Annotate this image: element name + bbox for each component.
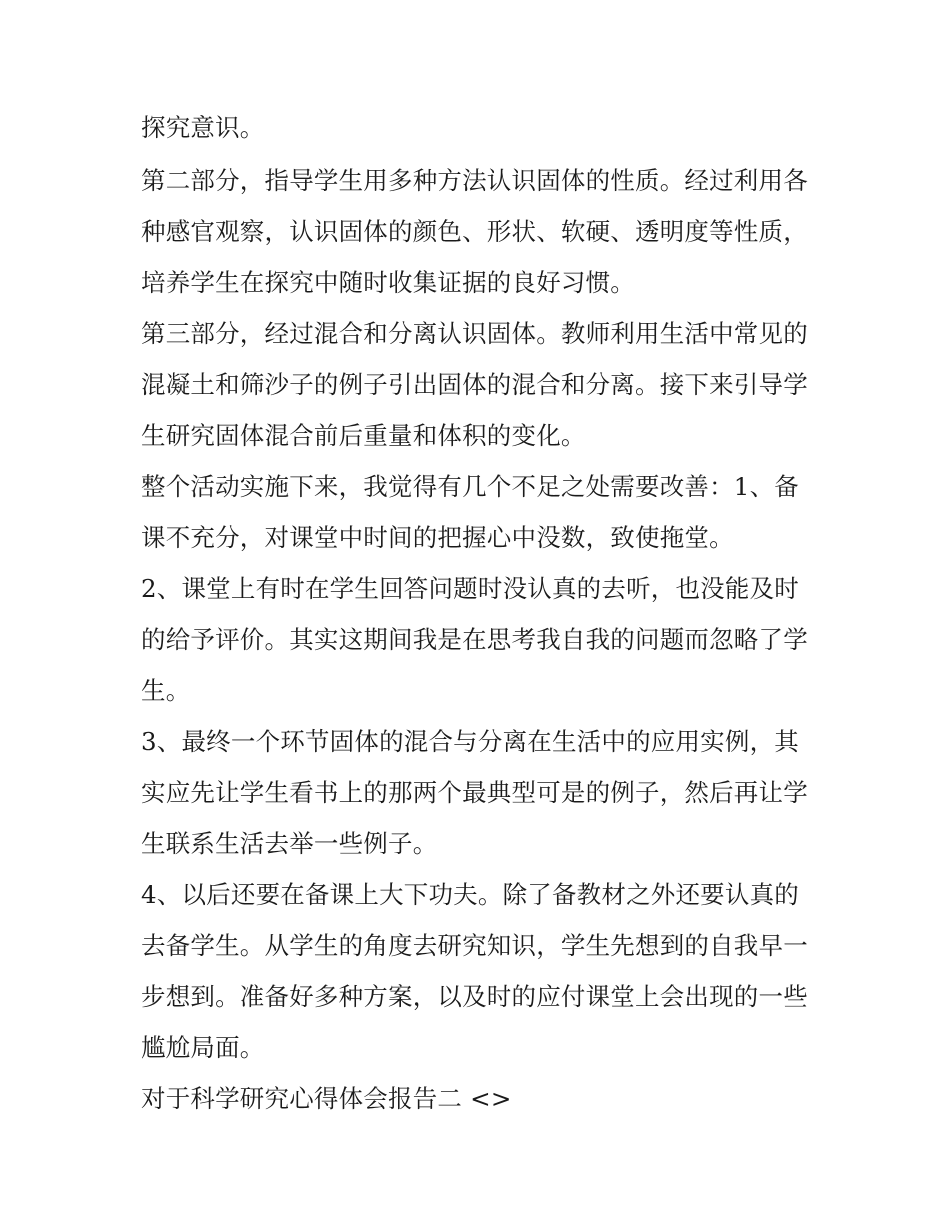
text-line: 培养学生在探究中随时收集证据的良好习惯。	[141, 268, 635, 297]
text-line: 生研究固体混合前后重量和体积的变化。	[141, 421, 586, 450]
text-line: 生。	[141, 676, 191, 705]
text-line: 尴尬局面。	[141, 1033, 265, 1062]
text-line: 去备学生。从学生的角度去研究知识，学生先想到的自我早一	[141, 931, 808, 960]
text-line: 探究意识。	[141, 113, 265, 142]
text-line: 种感官观察，认识固体的颜色、形状、软硬、透明度等性质，	[141, 217, 808, 246]
text-line: 4、以后还要在备课上大下功夫。除了备教材之外还要认真的	[141, 880, 799, 909]
text-line: 2、课堂上有时在学生回答问题时没认真的去听，也没能及时	[141, 574, 799, 603]
text-line: 的给予评价。其实这期间我是在思考我自我的问题而忽略了学	[141, 625, 808, 654]
text-line: 混凝土和筛沙子的例子引出固体的混合和分离。接下来引导学	[141, 370, 808, 399]
text-line: 对于科学研究心得体会报告二 <>	[141, 1084, 512, 1113]
text-line: 第三部分，经过混合和分离认识固体。教师利用生活中常见的	[141, 319, 808, 348]
text-line: 生联系生活去举一些例子。	[141, 829, 438, 858]
text-line: 步想到。准备好多种方案，以及时的应付课堂上会出现的一些	[141, 982, 808, 1011]
text-line: 课不充分，对课堂中时间的把握心中没数，致使拖堂。	[141, 523, 734, 552]
text-line: 3、最终一个环节固体的混合与分离在生活中的应用实例，其	[141, 727, 799, 756]
text-line: 第二部分，指导学生用多种方法认识固体的性质。经过利用各	[141, 166, 808, 195]
text-line: 整个活动实施下来，我觉得有几个不足之处需要改善：1、备	[141, 472, 799, 501]
text-line: 实应先让学生看书上的那两个最典型可是的例子，然后再让学	[141, 778, 808, 807]
